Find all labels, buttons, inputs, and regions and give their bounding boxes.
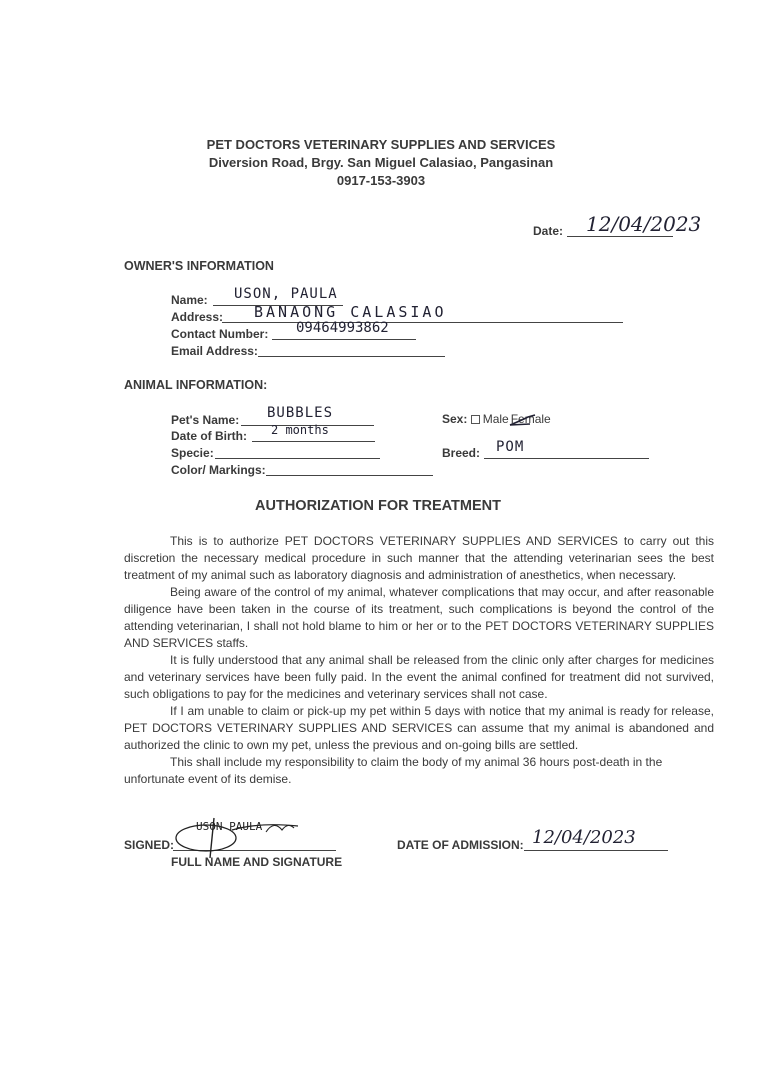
date-line: [567, 236, 673, 237]
signed-name-value: USON PAULA: [196, 820, 263, 833]
specie-label: Specie:: [171, 446, 214, 460]
clinic-name: PET DOCTORS VETERINARY SUPPLIES AND SERVICES: [206, 137, 556, 152]
authorization-title: AUTHORIZATION FOR TREATMENT: [255, 498, 501, 514]
sex-checkbox-icon[interactable]: [471, 415, 480, 424]
breed-value: POM: [496, 439, 525, 455]
sex-option-female[interactable]: Female: [510, 412, 551, 426]
dob-line: [252, 441, 375, 442]
color-markings-label: Color/ Markings:: [171, 463, 266, 477]
owner-address-label: Address:: [171, 310, 224, 324]
date-label: Date:: [533, 224, 564, 238]
color-markings-line: [266, 475, 433, 476]
owner-name-label: Name:: [171, 293, 208, 307]
authorization-body: [124, 533, 714, 788]
breed-line: [484, 458, 649, 459]
owner-email-line: [258, 356, 445, 357]
clinic-address: Diversion Road, Brgy. San Miguel Calasiao, Pangasinan: [208, 155, 554, 170]
animal-heading: ANIMAL INFORMATION:: [124, 378, 268, 392]
owner-name-value: USON, PAULA: [234, 286, 338, 302]
authorization-paragraph-3: It is fully understood that any animal shall be released from the clinic only after charges for medicines and veterinary services have been fully paid. In the event the animal confined for treatment did not survived, such obligations to pay for the medicines and veterinary services shall not case.: [124, 653, 714, 701]
sex-label: Sex:: [442, 412, 468, 426]
owner-address-value: BANAONG CALASIAO: [254, 303, 447, 321]
breed-label: Breed:: [442, 446, 481, 460]
authorization-paragraph-1: This is to authorize PET DOCTORS VETERINARY SUPPLIES AND SERVICES to carry out this discretion the necessary medical procedure in such manner that the attending veterinarian sees the best treatment of my animal such as laboratory diagnosis and administration of anesthetics, when necessary.: [124, 534, 714, 582]
signature-sub-label: FULL NAME AND SIGNATURE: [171, 855, 343, 869]
specie-line: [215, 458, 380, 459]
admission-date-line: [524, 850, 668, 851]
owner-contact-value: 09464993862: [296, 320, 389, 336]
dob-label: Date of Birth:: [171, 429, 247, 443]
authorization-paragraph-5: This shall include my responsibility to claim the body of my animal 36 hours post-death in the unfortunate event of its demise.: [124, 755, 663, 786]
admission-date-value: 12/04/2023: [532, 827, 636, 848]
owner-heading: OWNER'S INFORMATION: [124, 259, 274, 273]
owner-address-line: [222, 322, 623, 323]
date-value: 12/04/2023: [586, 212, 702, 236]
authorization-paragraph-4: If I am unable to claim or pick-up my pet within 5 days with notice that my animal is ready for release, PET DOCTORS VETERINARY SUPPLIES AND SERVICES can assume that my animal is abandoned and authorized the clinic to own my pet, unless the previous and on-going bills are settled.: [124, 704, 714, 752]
admission-date-label: DATE OF ADMISSION:: [397, 838, 524, 852]
pet-name-label: Pet's Name:: [171, 413, 240, 427]
signed-label: SIGNED:: [124, 838, 175, 852]
owner-contact-line: [272, 339, 416, 340]
clinic-phone: 0917-153-3903: [336, 173, 426, 188]
owner-email-label: Email Address:: [171, 344, 258, 358]
sex-check-mark-icon: [508, 413, 538, 427]
dob-value: 2 months: [271, 423, 329, 437]
pet-name-value: BUBBLES: [267, 405, 334, 421]
authorization-paragraph-2: Being aware of the control of my animal, whatever complications that may occur, and after reasonable diligence have been taken in the course of its treatment, such complications is beyond the control of the attending veterinarian, I shall not hold blame to him or her or to the PET DOCTORS VETERINARY SUPPLIES AND SERVICES staffs.: [124, 585, 714, 650]
owner-contact-label: Contact Number:: [171, 327, 269, 341]
sex-option-male[interactable]: Male: [482, 412, 509, 426]
